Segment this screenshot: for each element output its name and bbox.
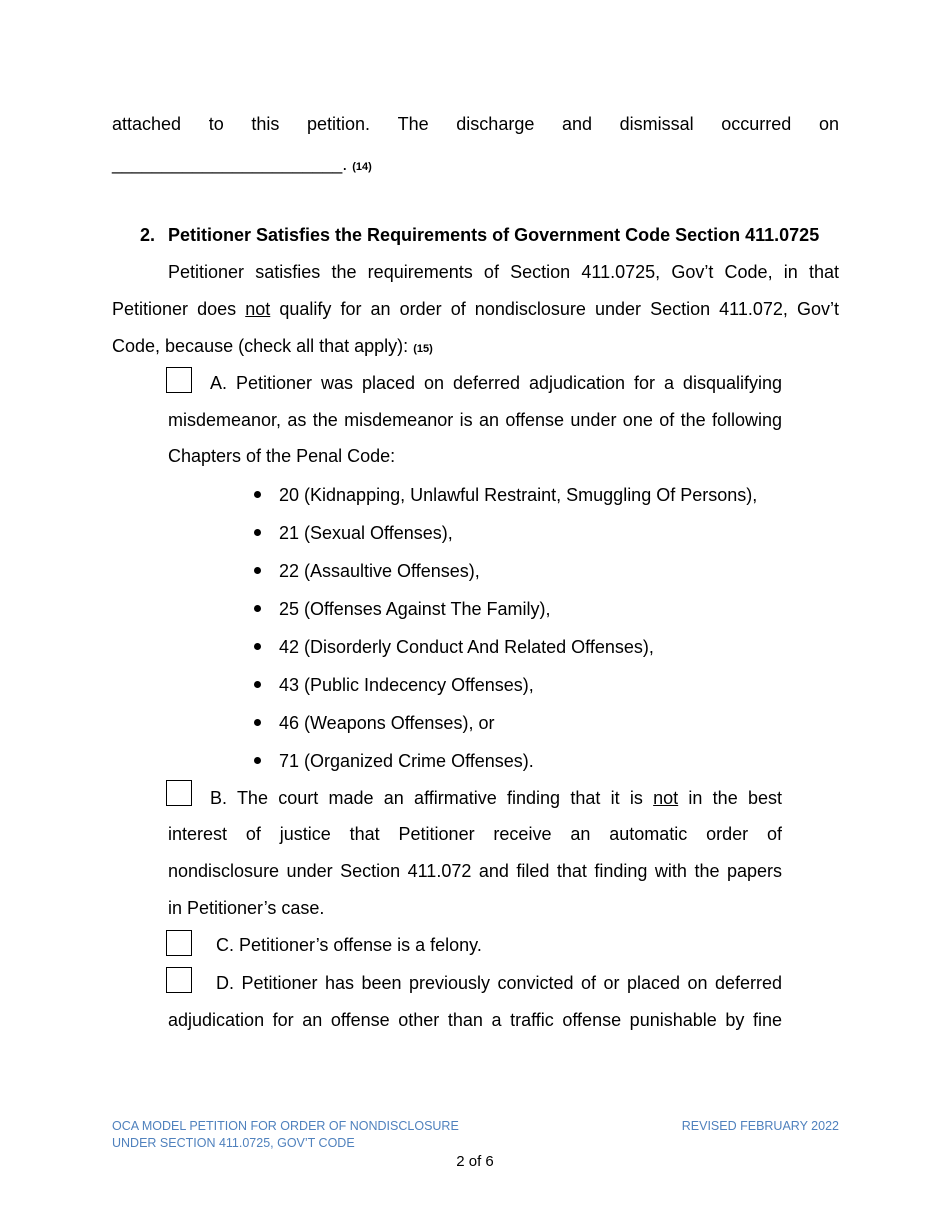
footer-left-line-1: OCA MODEL PETITION FOR ORDER OF NONDISCLOSURE xyxy=(112,1119,459,1133)
bullet-icon xyxy=(254,757,261,764)
option-b-line-3: nondisclosure under Section 411.072 and filed that finding with the papers xyxy=(168,861,782,881)
bullet-icon xyxy=(254,529,261,536)
list-item: 25 (Offenses Against The Family), xyxy=(279,599,551,619)
list-item: 21 (Sexual Offenses), xyxy=(279,523,453,543)
intro-word: occurred xyxy=(721,114,792,134)
ref-note-14: (14) xyxy=(352,161,372,173)
para-line-2-b: qualify for an order of nondisclosure under Section 411.072, Gov’t xyxy=(270,299,839,319)
footer-revision: REVISED FEBRUARY 2022 xyxy=(681,1119,839,1133)
para-line-3-text: Code, because (check all that apply): xyxy=(112,336,409,356)
intro-word: The xyxy=(397,114,429,134)
intro-word: discharge xyxy=(456,114,535,134)
para-line-2 xyxy=(112,297,839,321)
intro-word: on xyxy=(818,114,839,134)
intro-word: attached xyxy=(112,114,182,134)
list-item: 46 (Weapons Offenses), or xyxy=(279,713,495,733)
intro-word: this xyxy=(251,114,280,134)
page-number: 2 of 6 xyxy=(456,1153,494,1170)
option-a-line-2: misdemeanor, as the misdemeanor is an offense under one of the following xyxy=(168,410,782,430)
bullet-icon xyxy=(254,643,261,650)
section-title: Petitioner Satisfies the Requirements of Government Code Section 411.0725 xyxy=(168,225,820,245)
intro-word: petition. xyxy=(306,114,371,134)
option-b-line-1 xyxy=(210,786,782,810)
checkbox-option-a[interactable] xyxy=(166,367,192,393)
intro-word: to xyxy=(208,114,224,134)
list-item: 42 (Disorderly Conduct And Related Offenses), xyxy=(279,637,654,657)
bullet-icon xyxy=(254,719,261,726)
bullet-icon xyxy=(254,567,261,574)
option-b-line-1-a: B. The court made an affirmative finding that it is xyxy=(210,788,654,808)
checkbox-option-c[interactable] xyxy=(166,930,192,956)
para-line-3 xyxy=(112,334,433,361)
list-item: 22 (Assaultive Offenses), xyxy=(279,561,480,581)
checkbox-option-b[interactable] xyxy=(166,780,192,806)
footer-left-line-2: UNDER SECTION 411.0725, GOV’T CODE xyxy=(112,1136,355,1150)
option-d-line-1: D. Petitioner has been previously convicted of or placed on deferred xyxy=(216,973,782,993)
list-item: 71 (Organized Crime Offenses). xyxy=(279,751,534,771)
para-line-1: Petitioner satisfies the requirements of Section 411.0725, Gov’t Code, in that xyxy=(168,262,839,282)
para-line-2-a: Petitioner does xyxy=(112,299,246,319)
date-blank[interactable]: _______________________. xyxy=(112,154,348,174)
list-item: 43 (Public Indecency Offenses), xyxy=(279,675,534,695)
option-d-line-2: adjudication for an offense other than a traffic offense punishable by fine xyxy=(168,1010,782,1030)
ref-note-15: (15) xyxy=(413,343,433,355)
option-c-text: C. Petitioner’s offense is a felony. xyxy=(216,935,482,955)
checkbox-option-d[interactable] xyxy=(166,967,192,993)
footer-form-title xyxy=(112,1118,459,1152)
bullet-icon xyxy=(254,681,261,688)
option-a-line-3: Chapters of the Penal Code: xyxy=(168,446,396,466)
intro-word: and xyxy=(561,114,593,134)
date-blank-line[interactable] xyxy=(112,152,372,179)
intro-line-1 xyxy=(112,112,839,136)
bullet-icon xyxy=(254,491,261,498)
underlined-not: not xyxy=(653,788,679,808)
bullet-icon xyxy=(254,605,261,612)
option-b-line-1-b: in the best xyxy=(678,788,782,808)
underlined-not: not xyxy=(245,299,271,319)
option-b-line-4: in Petitioner’s case. xyxy=(168,898,325,918)
intro-word: dismissal xyxy=(619,114,694,134)
option-a-line-1: A. Petitioner was placed on deferred adjudication for a disqualifying xyxy=(210,373,782,393)
list-item: 20 (Kidnapping, Unlawful Restraint, Smuggling Of Persons), xyxy=(279,485,758,505)
option-b-line-2: interest of justice that Petitioner receive an automatic order of xyxy=(168,824,782,844)
section-number: 2. xyxy=(140,225,156,245)
